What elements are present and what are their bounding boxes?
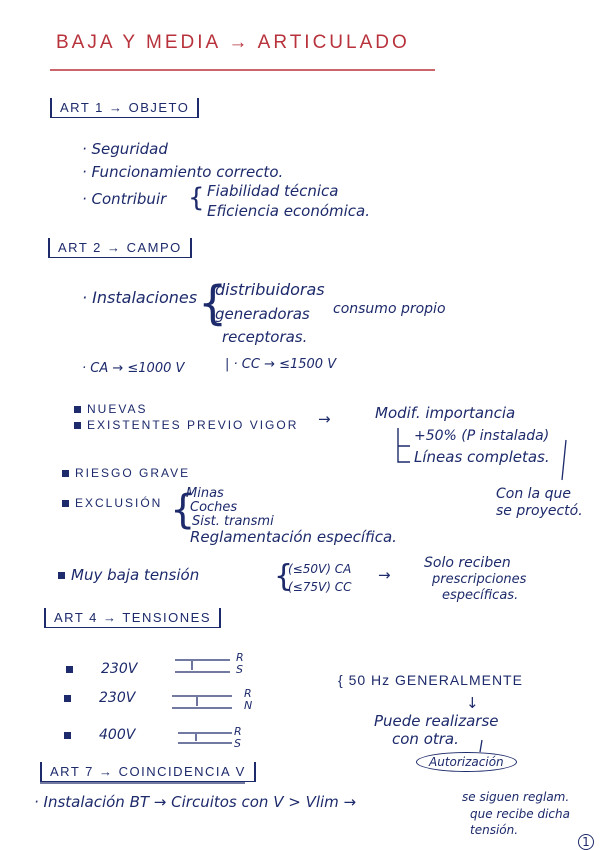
arrow-freq: ↓ bbox=[466, 694, 479, 712]
excl-minas: Minas bbox=[186, 486, 224, 501]
nuevas-label: NUEVAS bbox=[87, 402, 148, 416]
art2-nuevas bbox=[74, 402, 147, 416]
v3-label: 400V bbox=[99, 727, 136, 743]
art2-receptoras: receptoras. bbox=[222, 328, 308, 346]
art1-item-seguridad: · Seguridad bbox=[82, 140, 168, 158]
art2-distribuidoras: distribuidoras bbox=[215, 280, 325, 299]
art2-ca-limit: · CA → ≤1000 V bbox=[82, 361, 185, 376]
v2-phases: R N bbox=[244, 687, 253, 712]
bullet-square bbox=[62, 470, 69, 477]
excl-reglamentacion: Reglamentación específica. bbox=[190, 528, 397, 546]
art4-freq: { 50 Hz GENERALMENTE bbox=[338, 672, 523, 688]
excl-sist: Sist. transmi bbox=[192, 514, 274, 529]
art2-cc-limit: | · CC → ≤1500 V bbox=[225, 357, 337, 372]
art2-existentes bbox=[74, 418, 298, 432]
art4-v1 bbox=[66, 661, 137, 677]
autor-arrow bbox=[480, 740, 482, 752]
modif-branch bbox=[398, 428, 410, 462]
art2-generadoras: generadoras bbox=[215, 305, 310, 323]
v3-phases: R S bbox=[234, 725, 242, 750]
art2-riesgo bbox=[62, 466, 190, 480]
mbt-result-3: específicas. bbox=[442, 588, 519, 603]
bullet-square bbox=[62, 500, 69, 507]
art2-modif-lineas: Líneas completas. bbox=[414, 448, 550, 466]
art7-result-2: que recibe dicha bbox=[470, 807, 570, 821]
art4-header: ART 4 → TENSIONES bbox=[44, 608, 221, 628]
art2-se-proyecto: se proyectó. bbox=[496, 503, 583, 519]
page-title: BAJA Y MEDIA → ARTICULADO bbox=[56, 32, 410, 53]
art1-eficiencia: Eficiencia económica. bbox=[207, 202, 371, 220]
voltage-diagram-3 bbox=[178, 733, 232, 743]
bullet-square bbox=[64, 732, 71, 739]
mbt-cc: (≤75V) CC bbox=[288, 580, 352, 594]
art4-v3 bbox=[64, 727, 135, 743]
art4-puede-1: Puede realizarse bbox=[374, 712, 499, 730]
mbt-result-1: Solo reciben bbox=[424, 555, 511, 571]
art1-item-contribuir: · Contribuir bbox=[82, 190, 167, 208]
mbt-result-2: prescripciones bbox=[432, 572, 527, 587]
v2-label: 230V bbox=[99, 690, 136, 706]
exclusion-label: EXCLUSIÓN bbox=[75, 496, 163, 510]
bullet-square bbox=[74, 422, 81, 429]
art1-brace: { bbox=[188, 183, 205, 213]
art2-mbt bbox=[58, 566, 199, 584]
art2-exclusion bbox=[62, 496, 162, 510]
art2-con-la-que: Con la que bbox=[496, 486, 571, 502]
art7-header: ART 7 → COINCIDENCIA V bbox=[40, 762, 256, 782]
art1-header: ART 1 → OBJETO bbox=[50, 98, 199, 118]
excl-coches: Coches bbox=[190, 500, 238, 515]
art4-puede-2: con otra. bbox=[392, 730, 459, 748]
v1-label: 230V bbox=[101, 661, 138, 677]
art2-header: ART 2 → CAMPO bbox=[48, 238, 192, 258]
bullet-square bbox=[66, 666, 73, 673]
art1-item-funcionamiento: · Funcionamiento correcto. bbox=[82, 163, 284, 181]
art4-v2 bbox=[64, 690, 135, 706]
voltage-diagram-1 bbox=[175, 660, 230, 672]
art2-modif: Modif. importancia bbox=[375, 404, 516, 422]
art1-fiabilidad: Fiabilidad técnica bbox=[207, 182, 339, 200]
bullet-square bbox=[58, 572, 65, 579]
art2-brace: { bbox=[198, 276, 228, 330]
art7-line: · Instalación BT → Circuitos con V > Vlim → bbox=[34, 793, 357, 811]
art2-instalaciones: · Instalaciones bbox=[82, 288, 198, 307]
autorizacion-oval: Autorización bbox=[416, 752, 517, 772]
exclusion-brace: { bbox=[170, 487, 196, 533]
art2-modif-50: +50% (P instalada) bbox=[414, 428, 550, 444]
v1-phases: R S bbox=[236, 651, 244, 676]
page-number: 1 bbox=[578, 834, 594, 850]
art7-result-1: se siguen reglam. bbox=[462, 790, 570, 804]
riesgo-label: RIESGO GRAVE bbox=[75, 466, 191, 480]
mbt-ca: (≤50V) CA bbox=[288, 562, 352, 576]
art2-consumo-propio: consumo propio bbox=[333, 301, 446, 317]
down-arrow bbox=[562, 440, 566, 480]
bullet-square bbox=[74, 406, 81, 413]
voltage-diagram-2 bbox=[172, 696, 232, 708]
arrow-mbt: → bbox=[378, 566, 391, 584]
arrow-existentes: → bbox=[318, 410, 331, 428]
mbt-brace: { bbox=[274, 559, 294, 594]
art7-result-3: tensión. bbox=[470, 823, 519, 837]
bullet-square bbox=[64, 695, 71, 702]
existentes-label: EXISTENTES PREVIO VIGOR bbox=[87, 418, 299, 432]
mbt-label: Muy baja tensión bbox=[71, 566, 200, 584]
